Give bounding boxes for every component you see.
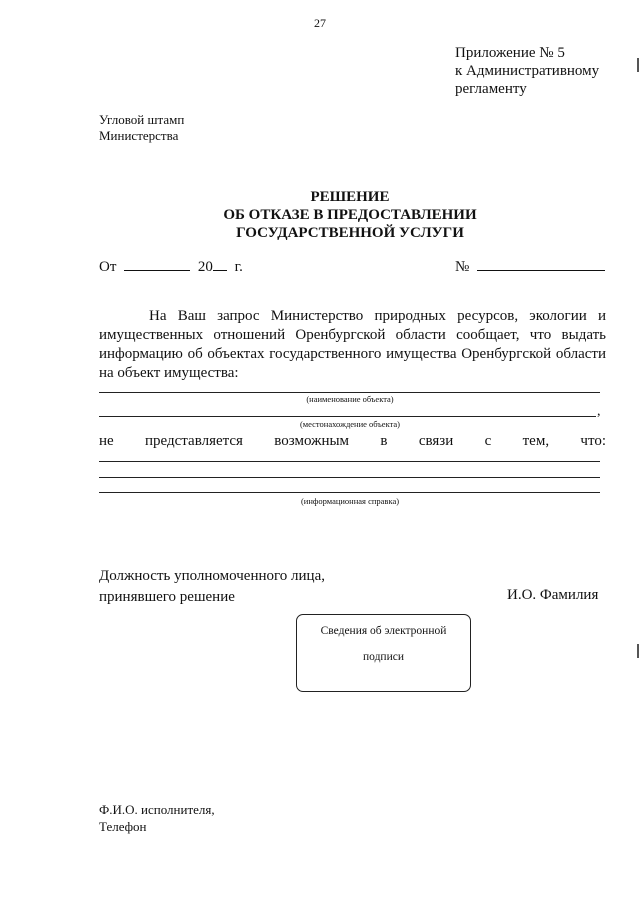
year-blank <box>213 258 227 271</box>
stamp-line-2: Министерства <box>99 128 179 143</box>
caption-object-location: (местонахождение объекта) <box>299 419 401 429</box>
esig-line-1: Сведения об электронной <box>320 625 447 637</box>
scan-edge-mark <box>637 644 639 658</box>
refusal-word: в <box>380 433 388 449</box>
caption-object-name: (наименование объекта) <box>306 394 394 404</box>
signer-position-line-2: принявшего решение <box>99 589 235 605</box>
date-line <box>99 258 243 276</box>
title-line-3: ГОСУДАРСТВЕННОЙ УСЛУГИ <box>236 225 464 241</box>
info-line-2 <box>99 477 600 478</box>
number-blank <box>477 258 605 271</box>
refusal-word: с <box>484 433 492 449</box>
signer-block <box>99 566 325 608</box>
caption-info-note: (информационная справка) <box>300 496 400 506</box>
date-suffix: г. <box>234 259 243 275</box>
info-line-3 <box>99 492 600 493</box>
number-label: № <box>455 259 470 275</box>
stamp-line-1: Угловой штамп <box>99 112 185 127</box>
refusal-word: не <box>99 433 114 449</box>
info-line-1 <box>99 461 600 462</box>
refusal-word: возможным <box>274 433 350 449</box>
location-comma: , <box>597 404 601 419</box>
page-number: 27 <box>314 16 326 30</box>
electronic-signature-box <box>296 614 471 692</box>
appendix-line-3: регламенту <box>455 81 527 97</box>
document-title <box>0 188 640 242</box>
esig-line-2: подписи <box>363 651 404 663</box>
refusal-word: что: <box>580 433 606 449</box>
refusal-line <box>99 433 606 450</box>
appendix-line-2: к Административному <box>455 63 600 79</box>
corner-stamp <box>99 112 184 144</box>
object-name-line <box>99 392 600 393</box>
date-year: 20 <box>197 259 213 275</box>
appendix-line-1: Приложение № 5 <box>455 45 565 61</box>
title-line-2: ОБ ОТКАЗЕ В ПРЕДОСТАВЛЕНИИ <box>223 207 477 223</box>
refusal-word: представляется <box>145 433 243 449</box>
body-paragraph: На Ваш запрос Министерство природных ресурсов, экологии и имущественных отношений Оренбургской области сообщает, что выдать информацию об объектах государственного имущества Оренбургской области на объект имущества: <box>99 308 606 381</box>
appendix-note <box>455 44 599 98</box>
executor-phone-label: Телефон <box>99 819 147 834</box>
refusal-word: связи <box>418 433 454 449</box>
date-blank <box>124 258 190 271</box>
signer-position-line-1: Должность уполномоченного лица, <box>99 568 325 584</box>
executor-block <box>99 801 215 835</box>
object-location-line <box>99 416 596 417</box>
scan-edge-mark <box>637 58 639 72</box>
title-line-1: РЕШЕНИЕ <box>310 189 390 205</box>
signer-name: И.О. Фамилия <box>507 587 599 603</box>
number-line <box>455 258 605 276</box>
executor-name-label: Ф.И.О. исполнителя, <box>99 802 215 817</box>
refusal-word: тем, <box>522 433 550 449</box>
date-prefix: От <box>99 259 117 275</box>
